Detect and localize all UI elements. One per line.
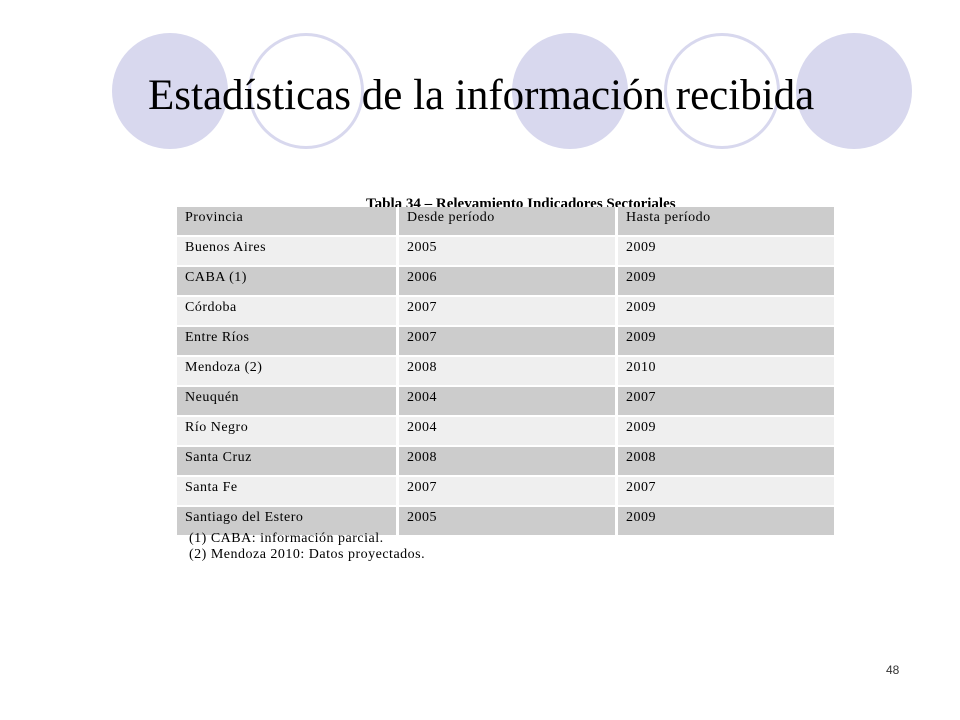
- province-cell: Buenos Aires: [177, 237, 399, 267]
- header-cell: Desde período: [399, 207, 618, 237]
- table-note: (1) CABA: información parcial.: [189, 531, 384, 546]
- from-period-cell: 2008: [399, 447, 618, 477]
- province-cell: CABA (1): [177, 267, 399, 297]
- to-period-cell: 2010: [618, 357, 834, 387]
- table-row: [177, 357, 834, 387]
- header-cell: Provincia: [177, 207, 399, 237]
- province-cell: Entre Ríos: [177, 327, 399, 357]
- to-period-cell: 2008: [618, 447, 834, 477]
- from-period-cell: 2008: [399, 357, 618, 387]
- province-cell: Santiago del Estero: [177, 507, 399, 537]
- from-period-cell: 2004: [399, 417, 618, 447]
- table-notes: [189, 531, 425, 563]
- page-number: 48: [886, 663, 900, 677]
- to-period-cell: 2009: [618, 417, 834, 447]
- from-period-cell: 2007: [399, 327, 618, 357]
- from-period-cell: 2005: [399, 237, 618, 267]
- province-cell: Neuquén: [177, 387, 399, 417]
- table-note: (2) Mendoza 2010: Datos proyectados.: [189, 547, 426, 562]
- header-cell: Hasta período: [618, 207, 834, 237]
- to-period-cell: 2007: [618, 477, 834, 507]
- to-period-cell: 2009: [618, 237, 834, 267]
- from-period-cell: 2007: [399, 297, 618, 327]
- to-period-cell: 2009: [618, 507, 834, 537]
- table-row: [177, 417, 834, 447]
- table-row: [177, 387, 834, 417]
- to-period-cell: 2009: [618, 297, 834, 327]
- province-cell: Mendoza (2): [177, 357, 399, 387]
- table-row: [177, 237, 834, 267]
- province-cell: Río Negro: [177, 417, 399, 447]
- slide-title: Estadísticas de la información recibida: [148, 72, 815, 119]
- from-period-cell: 2006: [399, 267, 618, 297]
- table-body: [177, 207, 834, 537]
- data-table-container: [177, 207, 834, 537]
- table-row: [177, 267, 834, 297]
- province-cell: Córdoba: [177, 297, 399, 327]
- to-period-cell: 2007: [618, 387, 834, 417]
- to-period-cell: 2009: [618, 327, 834, 357]
- from-period-cell: 2004: [399, 387, 618, 417]
- table-row: [177, 477, 834, 507]
- table-caption: Tabla 34 – Relevamiento Indicadores Sectoriales: [366, 196, 676, 207]
- from-period-cell: 2005: [399, 507, 618, 537]
- table-row: [177, 447, 834, 477]
- provinces-table: [177, 207, 834, 537]
- to-period-cell: 2009: [618, 267, 834, 297]
- table-row: [177, 327, 834, 357]
- from-period-cell: 2007: [399, 477, 618, 507]
- province-cell: Santa Fe: [177, 477, 399, 507]
- province-cell: Santa Cruz: [177, 447, 399, 477]
- table-row: [177, 297, 834, 327]
- table-header-row: [177, 207, 834, 237]
